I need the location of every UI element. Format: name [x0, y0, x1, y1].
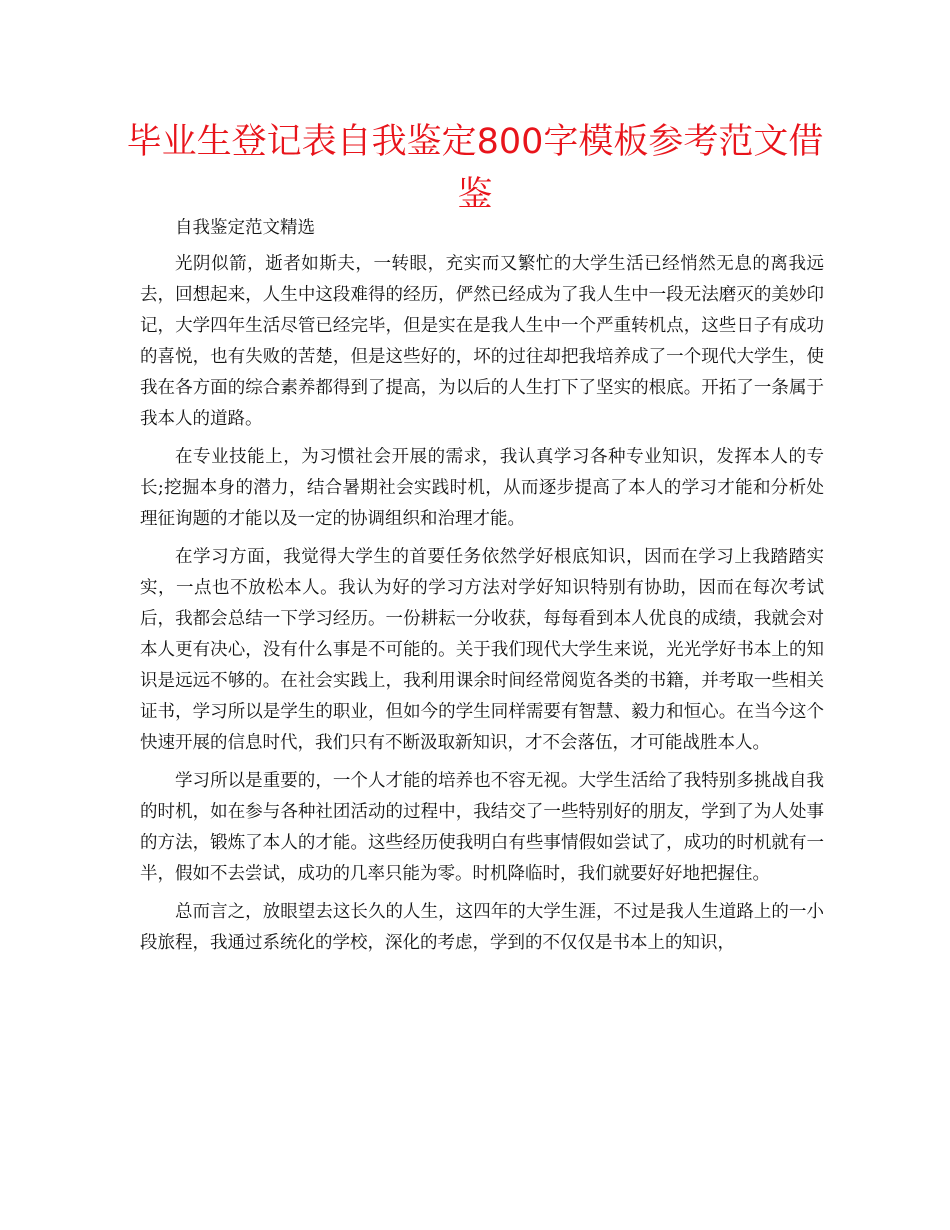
body-paragraph: 在学习方面，我觉得大学生的首要任务依然学好根底知识，因而在学习上我踏踏实实，一点也不放松本人。我认为好的学习方法对学好知识特别有协助，因而在每次考试后，我都会总结一下学习经历。一份耕耘一分收获，每每看到本人优良的成绩，我就会对本人更有决心，没有什么事是不可能的。关于我们现代大学生来说，光光学好书本上的知识是远远不够的。在社会实践上，我利用课余时间经常阅览各类的书籍，并考取一些相关证书，学习所以是学生的职业，但如今的学生同样需要有智慧、毅力和恒心。在当今这个快速开展的信息时代，我们只有不断汲取新知识，才不会落伍，才可能战胜本人。: [140, 547, 824, 753]
document-subtitle: 自我鉴定范文精选: [175, 218, 315, 238]
body-paragraph: 在专业技能上，为习惯社会开展的需求，我认真学习各种专业知识，发挥本人的专长;挖掘本身的潜力，结合暑期社会实践时机，从而逐步提高了本人的学习才能和分析处理征询题的才能以及一定的协调组织和治理才能。: [140, 447, 824, 529]
body-paragraph: 学习所以是重要的，一个人才能的培养也不容无视。大学生活给了我特别多挑战自我的时机，如在参与各种社团活动的过程中，我结交了一些特别好的朋友，学到了为人处事的方法，锻炼了本人的才能。这些经历使我明白有些事情假如尝试了，成功的时机就有一半，假如不去尝试，成功的几率只能为零。时机降临时，我们就要好好地把握住。: [140, 771, 824, 884]
body-paragraph: 光阴似箭，逝者如斯夫，一转眼，充实而又繁忙的大学生活已经悄然无息的离我远去，回想起来，人生中这段难得的经历，俨然已经成为了我人生中一段无法磨灭的美妙印记，大学四年生活尽管已经完毕，但是实在是我人生中一个严重转机点，这些日子有成功的喜悦，也有失败的苦楚，但是这些好的，坏的过往却把我培养成了一个现代大学生，使我在各方面的综合素养都得到了提高，为以后的人生打下了坚实的根底。开拓了一条属于我本人的道路。: [140, 254, 824, 429]
body-paragraph: 总而言之，放眼望去这长久的人生，这四年的大学生涯，不过是我人生道路上的一小段旅程，我通过系统化的学校，深化的考虑，学到的不仅仅是书本上的知识，: [140, 902, 824, 953]
document-title: 毕业生登记表自我鉴定800字模板参考范文借鉴: [126, 122, 824, 215]
document-body: [140, 214, 824, 959]
